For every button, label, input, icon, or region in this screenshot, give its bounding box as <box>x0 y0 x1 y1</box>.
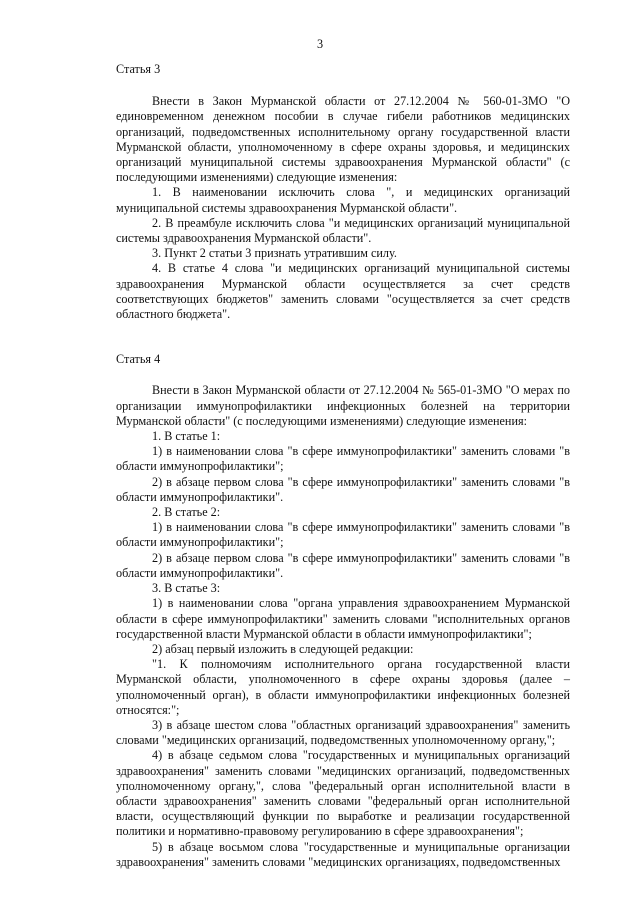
page-number: 3 <box>316 37 324 51</box>
article-3-paragraph: Внести в Закон Мурманской области от 27.12.2004 № 560-01-ЗМО "О единовременном денежном пособии в случае гибели работников медицинских организаций, подведомственных исполнительному органу государственной власти Мурманской области, уполномоченному в сфере охраны здоровья, и медицинских организаций муниципальной системы здравоохранения Мурманской области" (с последующими изменениями) следующие изменения: <box>116 94 570 185</box>
article-3-paragraph: 2. В преамбуле исключить слова "и медицинских организаций муниципальной системы здравоохранения Мурманской области". <box>116 215 570 246</box>
article-4-heading: Статья 4 <box>116 352 161 367</box>
article-4-paragraph: 2) в абзаце первом слова "в сфере иммунопрофилактики" заменить словами "в области иммунопрофилактики". <box>116 474 570 504</box>
article-4-paragraph: 5) в абзаце восьмом слова "государственные и муниципальные организации здравоохранения" заменить словами "медицинских организациях, подведомственных <box>116 839 570 869</box>
article-4-paragraph: 1) в наименовании слова "в сфере иммунопрофилактики" заменить словами "в области иммунопрофилактики"; <box>116 520 570 550</box>
article-4-paragraph: 2) в абзаце первом слова "в сфере иммунопрофилактики" заменить словами "в области иммунопрофилактики". <box>116 550 570 580</box>
article-4-text <box>116 383 570 870</box>
article-4-paragraph: 2) абзац первый изложить в следующей редакции: <box>152 641 414 656</box>
article-3-heading: Статья 3 <box>116 62 161 76</box>
article-3-paragraph: 3. Пункт 2 статьи 3 признать утратившим силу. <box>152 246 397 261</box>
article-4-paragraph: "1. К полномочиям исполнительного органа государственной власти Мурманской области, уполномоченного в сфере охраны здоровья (далее – уполномоченный орган), в области иммунопрофилактики инфекционных болезней относятся:"; <box>116 657 570 717</box>
article-4-paragraph: 1) в наименовании слова "в сфере иммунопрофилактики" заменить словами "в области иммунопрофилактики"; <box>116 444 570 474</box>
article-4-paragraph: 4) в абзаце седьмом слова "государственных и муниципальных организаций здравоохранения" заменить словами "медицинских организаций, подведомственных уполномоченному органу,", слова "федеральный орган исполнительной власти в области здравоохранения" заменить словами "федеральный орган исполнительной власти, осуществляющий функции по выработке и реализации государственной политики и нормативно-правовому регулированию в сфере здравоохранения"; <box>116 748 570 839</box>
article-4-paragraph: 3. В статье 3: <box>152 581 221 596</box>
article-3-text <box>116 94 570 322</box>
article-4-paragraph: 2. В статье 2: <box>152 505 221 520</box>
article-3-paragraph: 1. В наименовании исключить слова ", и медицинских организаций муниципальной системы здравоохранения Мурманской области". <box>116 185 570 215</box>
article-4-paragraph: Внести в Закон Мурманской области от 27.12.2004 № 565-01-ЗМО "О мерах по организации иммунопрофилактики инфекционных болезней на территории Мурманской области" (с последующими изменениями) следующие изменения: <box>116 383 570 428</box>
article-3-paragraph: 4. В статье 4 слова "и медицинских организаций муниципальной системы здравоохранения Мурманской области осуществляется за счет средств соответствующих бюджетов" заменить словами "осуществляется за счет средств областного бюджета". <box>116 261 570 322</box>
article-4-paragraph: 1. В статье 1: <box>152 429 221 444</box>
document-body <box>116 62 570 870</box>
article-4-paragraph: 3) в абзаце шестом слова "областных организаций здравоохранения" заменить словами "медицинских организаций, подведомственных уполномоченному органу,"; <box>116 717 570 748</box>
article-4-paragraph: 1) в наименовании слова "органа управления здравоохранением Мурманской области в сфере иммунопрофилактики" заменить словами "исполнительных органов государственной власти Мурманской области в области иммунопрофилактики"; <box>116 596 570 641</box>
